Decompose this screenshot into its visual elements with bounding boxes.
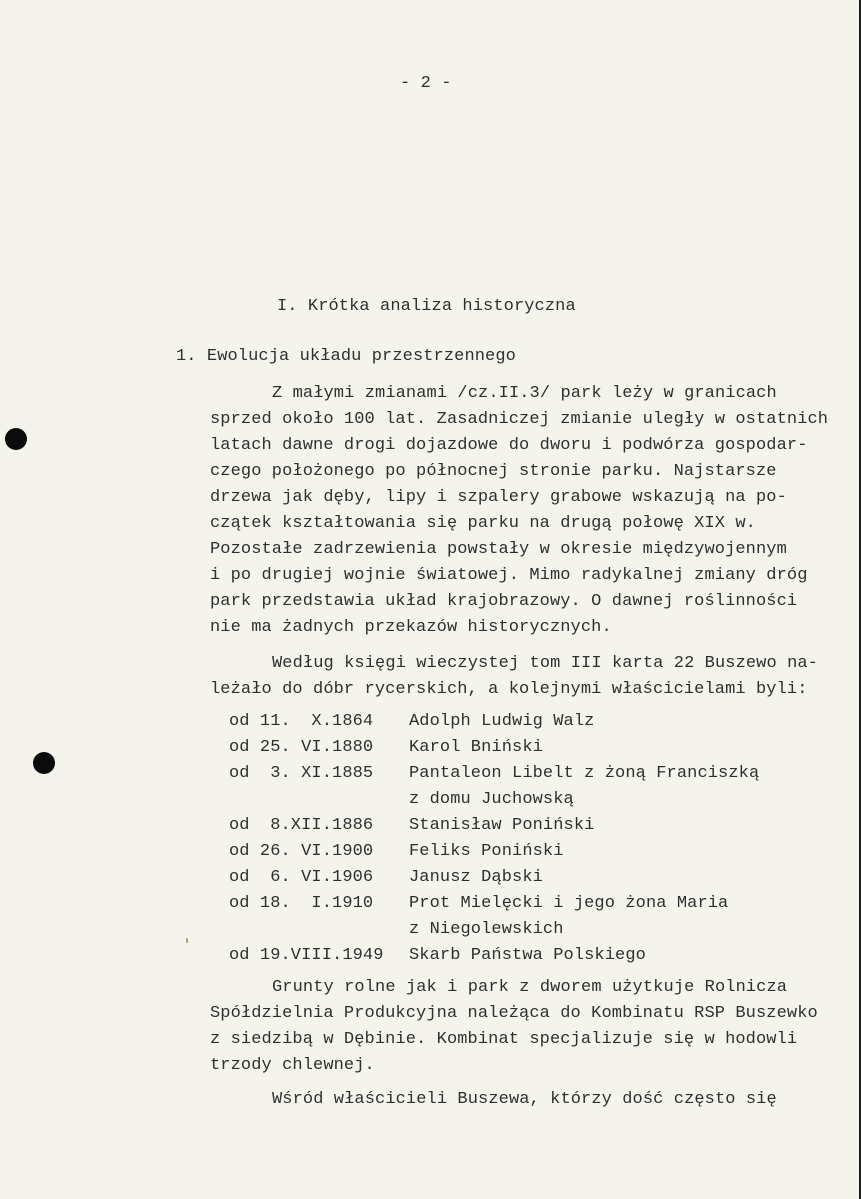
owner-date: od 6. VI.1906 [229, 868, 374, 887]
punch-hole-top [5, 428, 27, 450]
owner-date: od 11. X.1864 [229, 712, 374, 731]
paragraph-line: i po drugiej wojnie światowej. Mimo radykalnej zmiany dróg [210, 566, 808, 585]
paragraph-line: Wśród właścicieli Buszewa, którzy dość często się [272, 1090, 777, 1109]
owner-date: od 25. VI.1880 [229, 738, 374, 757]
subsection-heading: 1. Ewolucja układu przestrzennego [176, 347, 516, 366]
paragraph-line: z siedzibą w Dębinie. Kombinat specjalizuje się w hodowli [210, 1030, 798, 1049]
paragraph-line: trzody chlewnej. [210, 1056, 375, 1075]
owner-name: Karol Bniński [409, 738, 543, 757]
owner-date: od 19.VIII.1949 [229, 946, 384, 965]
owner-name: Skarb Państwa Polskiego [409, 946, 646, 965]
paragraph-line: nie ma żadnych przekazów historycznych. [210, 618, 612, 637]
owner-name: Pantaleon Libelt z żoną Franciszką [409, 764, 760, 783]
owner-name: Janusz Dąbski [409, 868, 543, 887]
owner-date: od 3. XI.1885 [229, 764, 374, 783]
owner-date: od 18. I.1910 [229, 894, 374, 913]
section-heading: I. Krótka analiza historyczna [277, 297, 576, 316]
paper-speck [186, 938, 188, 943]
paragraph-line: latach dawne drogi dojazdowe do dworu i podwórza gospodar- [210, 436, 808, 455]
paragraph-line: Z małymi zmianami /cz.II.3/ park leży w granicach [272, 384, 777, 403]
owner-name: Stanisław Poniński [409, 816, 595, 835]
page-number: - 2 - [400, 74, 452, 93]
owner-name: Feliks Poniński [409, 842, 564, 861]
paragraph-line: leżało do dóbr rycerskich, a kolejnymi właścicielami byli: [210, 680, 808, 699]
paragraph-line: czątek kształtowania się parku na drugą połowę XIX w. [210, 514, 756, 533]
owner-name: z Niegolewskich [409, 920, 564, 939]
paragraph-line: Pozostałe zadrzewienia powstały w okresie międzywojennym [210, 540, 787, 559]
paragraph-line: Według księgi wieczystej tom III karta 22 Buszewo na- [272, 654, 818, 673]
punch-hole-bottom [33, 752, 55, 774]
paragraph-line: drzewa jak dęby, lipy i szpalery grabowe wskazują na po- [210, 488, 787, 507]
owner-name: z domu Juchowską [409, 790, 574, 809]
owner-name: Prot Mielęcki i jego żona Maria [409, 894, 729, 913]
owner-date: od 26. VI.1900 [229, 842, 374, 861]
owner-name: Adolph Ludwig Walz [409, 712, 595, 731]
paragraph-line: park przedstawia układ krajobrazowy. O dawnej roślinności [210, 592, 798, 611]
owner-date: od 8.XII.1886 [229, 816, 374, 835]
paragraph-line: sprzed około 100 lat. Zasadniczej zmianie uległy w ostatnich [210, 410, 829, 429]
paragraph-line: Grunty rolne jak i park z dworem użytkuje Rolnicza [272, 978, 788, 997]
paragraph-line: Spółdzielnia Produkcyjna należąca do Kombinatu RSP Buszewko [210, 1004, 818, 1023]
paragraph-line: czego położonego po północnej stronie parku. Najstarsze [210, 462, 777, 481]
